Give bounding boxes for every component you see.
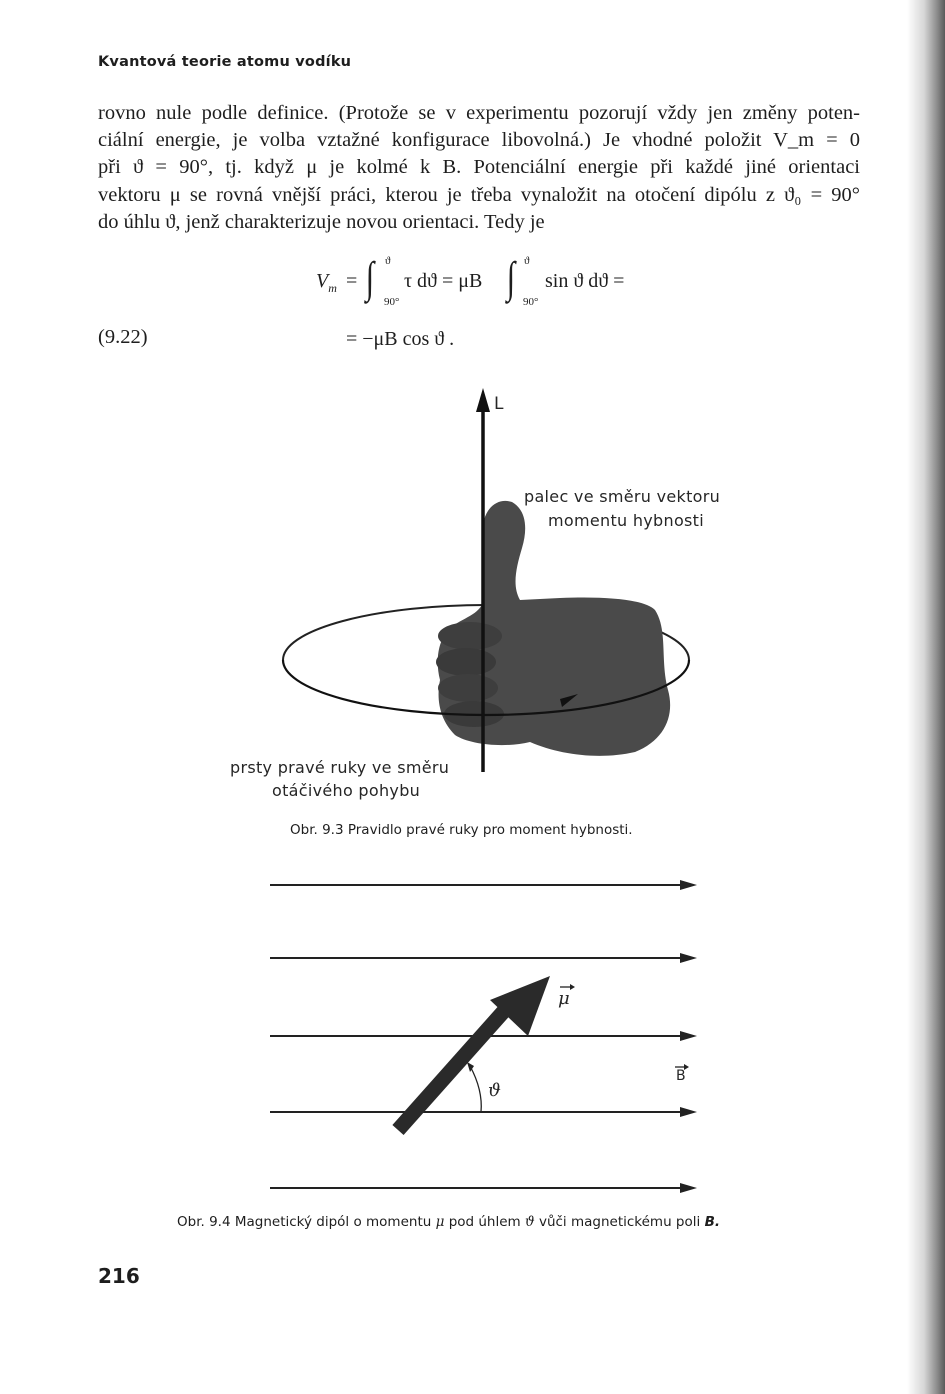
integrand-2: sin ϑ dϑ = [545,270,625,292]
paragraph-line-5: do úhlu ϑ, jenž charakterizuje novou orientaci. Tedy je [98,210,545,233]
caption-mu: μ [435,1214,445,1230]
integrand-1: τ dϑ = μB [404,270,483,292]
fingers-label-line2: otáčivého pohybu [272,781,421,800]
b-label: B [676,1068,686,1084]
thumb-label-line2: momentu hybnosti [548,511,704,530]
integral-sign-1: ∫ [365,253,375,302]
upper-limit-1: ϑ [385,255,391,267]
paragraph-line-3: při ϑ = 90°, tj. když μ je kolmé k B. Potenciální energie při každé jiné orientaci [98,156,860,179]
upper-limit-2: ϑ [524,255,530,267]
figure-9-4-caption [177,1214,720,1230]
running-head: Kvantová teorie atomu vodíku [98,54,352,70]
caption-b: B. [704,1214,720,1230]
integral-sign-2: ∫ [506,253,516,302]
field-arrowheads [680,880,697,1193]
figure-9-3-caption: Obr. 9.3 Pravidlo pravé ruky pro moment hybnosti. [290,822,633,838]
thumb-label-line1: palec ve směru vektoru [524,487,721,506]
mu-label: μ [558,988,570,1009]
angle-label: ϑ [488,1080,502,1101]
caption-post: vůči magnetickému poli [538,1214,701,1230]
paragraph-line-1: rovno nule podle definice. (Protože se v experimentu pozorují vždy jen změny poten- [98,102,860,124]
caption-theta: ϑ [525,1214,535,1230]
dipole-vector-shaft [398,1002,512,1130]
axis-label-L: L [494,394,504,414]
lower-limit-2: 90° [523,296,539,308]
equation-line-2: = −μB cos ϑ . [346,328,455,350]
page-number: 216 [98,1264,140,1288]
equation-equals: = [346,270,358,292]
equation-lhs: $V_m$ [316,270,337,295]
fingers-label-line1: prsty pravé ruky ve směru [230,758,450,777]
caption-mid: pod úhlem [448,1214,521,1230]
paragraph-line-2: ciální energie, je volba vztažné konfigurace libovolná.) Je vhodné položit V_m = 0 [98,129,860,152]
angle-arc [470,1066,481,1112]
paragraph-line-4: vektoru μ se rovná vnější práci, kterou je třeba vynaložit na otočení dipólu z ϑ₀ = 90° [98,183,860,206]
lower-limit-1: 90° [384,296,400,308]
caption-pre: Obr. 9.4 Magnetický dipól o momentu [177,1214,432,1230]
equation-number: (9.22) [98,326,148,348]
